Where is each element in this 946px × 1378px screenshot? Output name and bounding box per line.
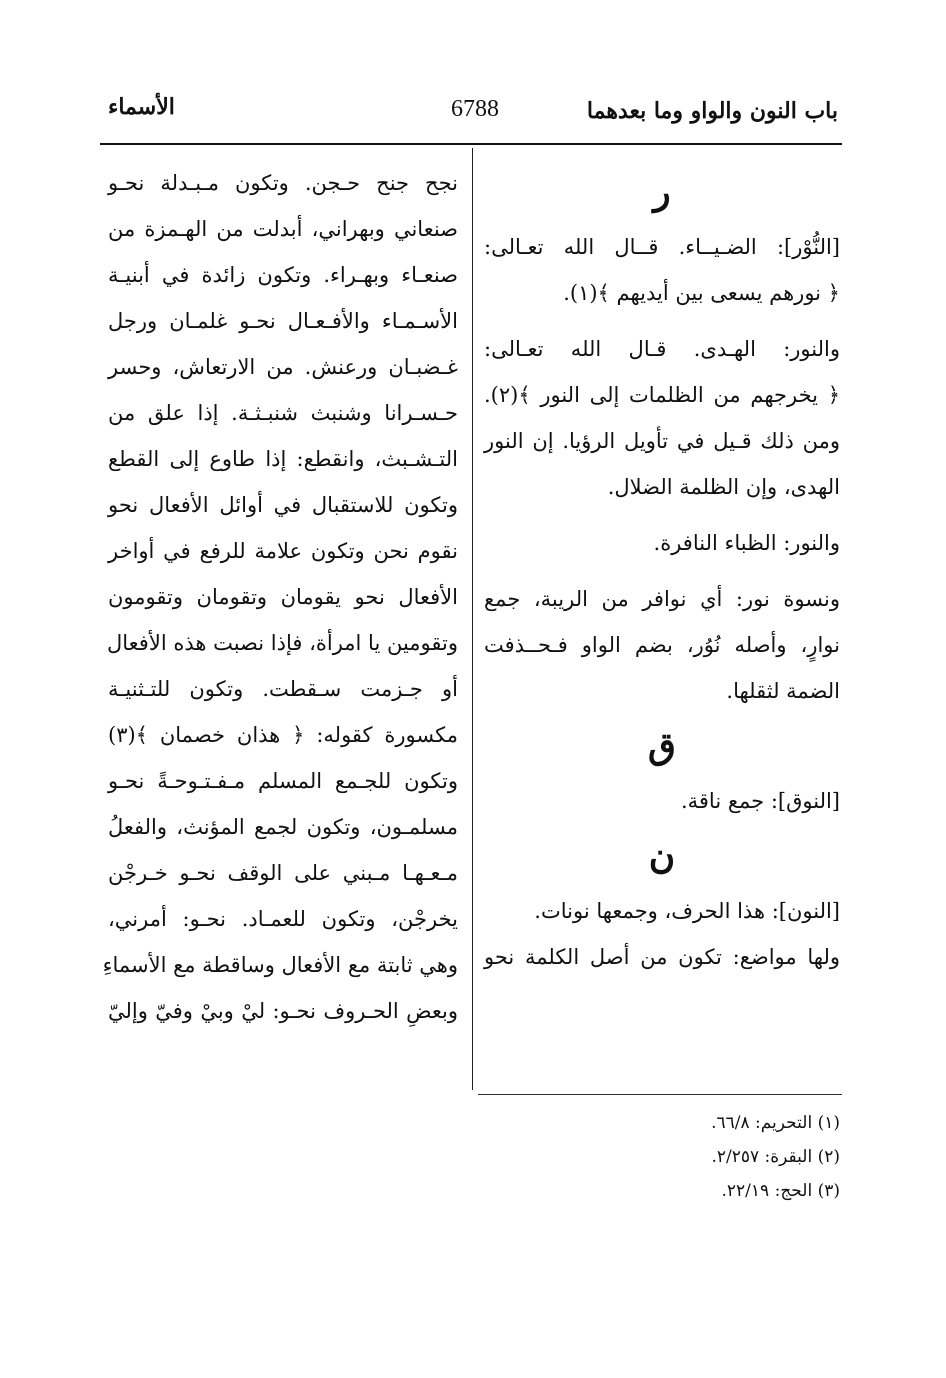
footnote-divider (478, 1094, 842, 1095)
letter-heading-nun: ن (648, 835, 676, 877)
text-line: [النون]: هذا الحرف، وجمعها نونات. (534, 899, 840, 923)
column-divider (472, 148, 473, 1090)
text-line: الضمة لثقلها. (726, 679, 840, 703)
text-line: صنعاني وبهراني، أبدلت من الهـمزة من (108, 217, 458, 241)
text-line: يخرجْن، وتكون للعمـاد. نحـو: أمرني، (108, 907, 458, 931)
text-line: مكسورة كقوله: ﴿ هذان خصمان ﴾(٣) (108, 723, 458, 747)
text-line: نجح جنح حـجن. وتكون مـبـدلة نحـو (108, 171, 458, 195)
text-line: وتكون للاستقبال في أوائل الأفعال نحو (108, 493, 458, 517)
page-number: 6788 (451, 96, 499, 122)
header-divider (100, 143, 842, 145)
text-line: وتكون للجـمع المسلم مـفـتـوحـةً نحـو (108, 769, 458, 793)
text-line: مسلمـون، وتكون لجمع المؤنث، والفعلُ (108, 815, 458, 839)
section-title: الأسماء (108, 94, 175, 120)
text-line: نوارٍ، وأصله نُوُر، بضم الواو فـحــذفت (484, 633, 840, 657)
letter-heading-ra: ر (653, 171, 671, 213)
text-line: ﴿ نورهم يسعى بين أيديهم ﴾(١). (563, 281, 840, 305)
text-line: [النوق]: جمع ناقة. (680, 789, 840, 813)
text-line: الأفعال نحو يقومان وتقومان وتقومون (108, 585, 458, 609)
text-line: ﴿ يخرجهم من الظلمات إلى النور ﴾(٢). (484, 383, 840, 407)
text-line: أو جـزمت سـقطت. وتكون للتـثنيـة (108, 677, 458, 701)
text-line: غـضبـان ورعنش. من الارتعاش، وحسر (108, 355, 458, 379)
text-line: نقوم نحن وتكون علامة للرفع في أواخر (108, 539, 458, 563)
footnote-1: (١) التحريم: ٦٦/٨. (711, 1113, 840, 1133)
text-line: وهي ثابتة مع الأفعال وساقطة مع الأسماءِ (102, 953, 458, 977)
footnotes (480, 1106, 840, 1208)
text-line: والنور: الظباء النافرة. (653, 531, 840, 555)
text-line: صنعـاء وبهـراء. وتكون زائدة في أبنيـة (108, 263, 458, 287)
text-line: التـشـبث، وانقطع: إذا طاوع إلى القطع (108, 447, 458, 471)
text-line: وتقومين يا امرأة، فإذا نصبت هذه الأفعال (107, 631, 458, 655)
text-line: والنور: الهـدى. قـال الله تعـالى: (484, 337, 840, 361)
letter-heading-qaf: ق (648, 725, 676, 767)
text-line: وبعضِ الحـروف نحـو: ليْ وبيْ وفيّ وإليّ (108, 999, 458, 1023)
footnote-2: (٢) البقرة: ٢/٢٥٧. (711, 1147, 840, 1167)
text-line: [النُّوْر]: الضـيــاء. قــال الله تعـالى: (484, 235, 840, 259)
footnote-3: (٣) الحج: ٢٢/١٩. (721, 1181, 840, 1201)
left-column (102, 160, 458, 1034)
text-line: الهدى، وإن الظلمة الضلال. (607, 475, 840, 499)
text-line: ومن ذلك قـيل في تأويل الرؤيا. إن النور (484, 429, 840, 453)
chapter-title: باب النون والواو وما بعدهما (586, 98, 838, 124)
text-line: مـعـهـا مـبني على الوقف نحـو خـرجْن (108, 861, 458, 885)
text-line: ولها مواضع: تكون من أصل الكلمة نحو (484, 945, 840, 969)
text-line: الأسـمـاء والأفـعـال نحـو غلمـان ورجل (108, 309, 458, 333)
text-line: حـسـرانا وشنبث شنبـثـة. إذا علق من (108, 401, 458, 425)
text-line: ونسوة نور: أي نوافر من الريبة، جمع (484, 587, 840, 611)
right-column (484, 160, 840, 980)
